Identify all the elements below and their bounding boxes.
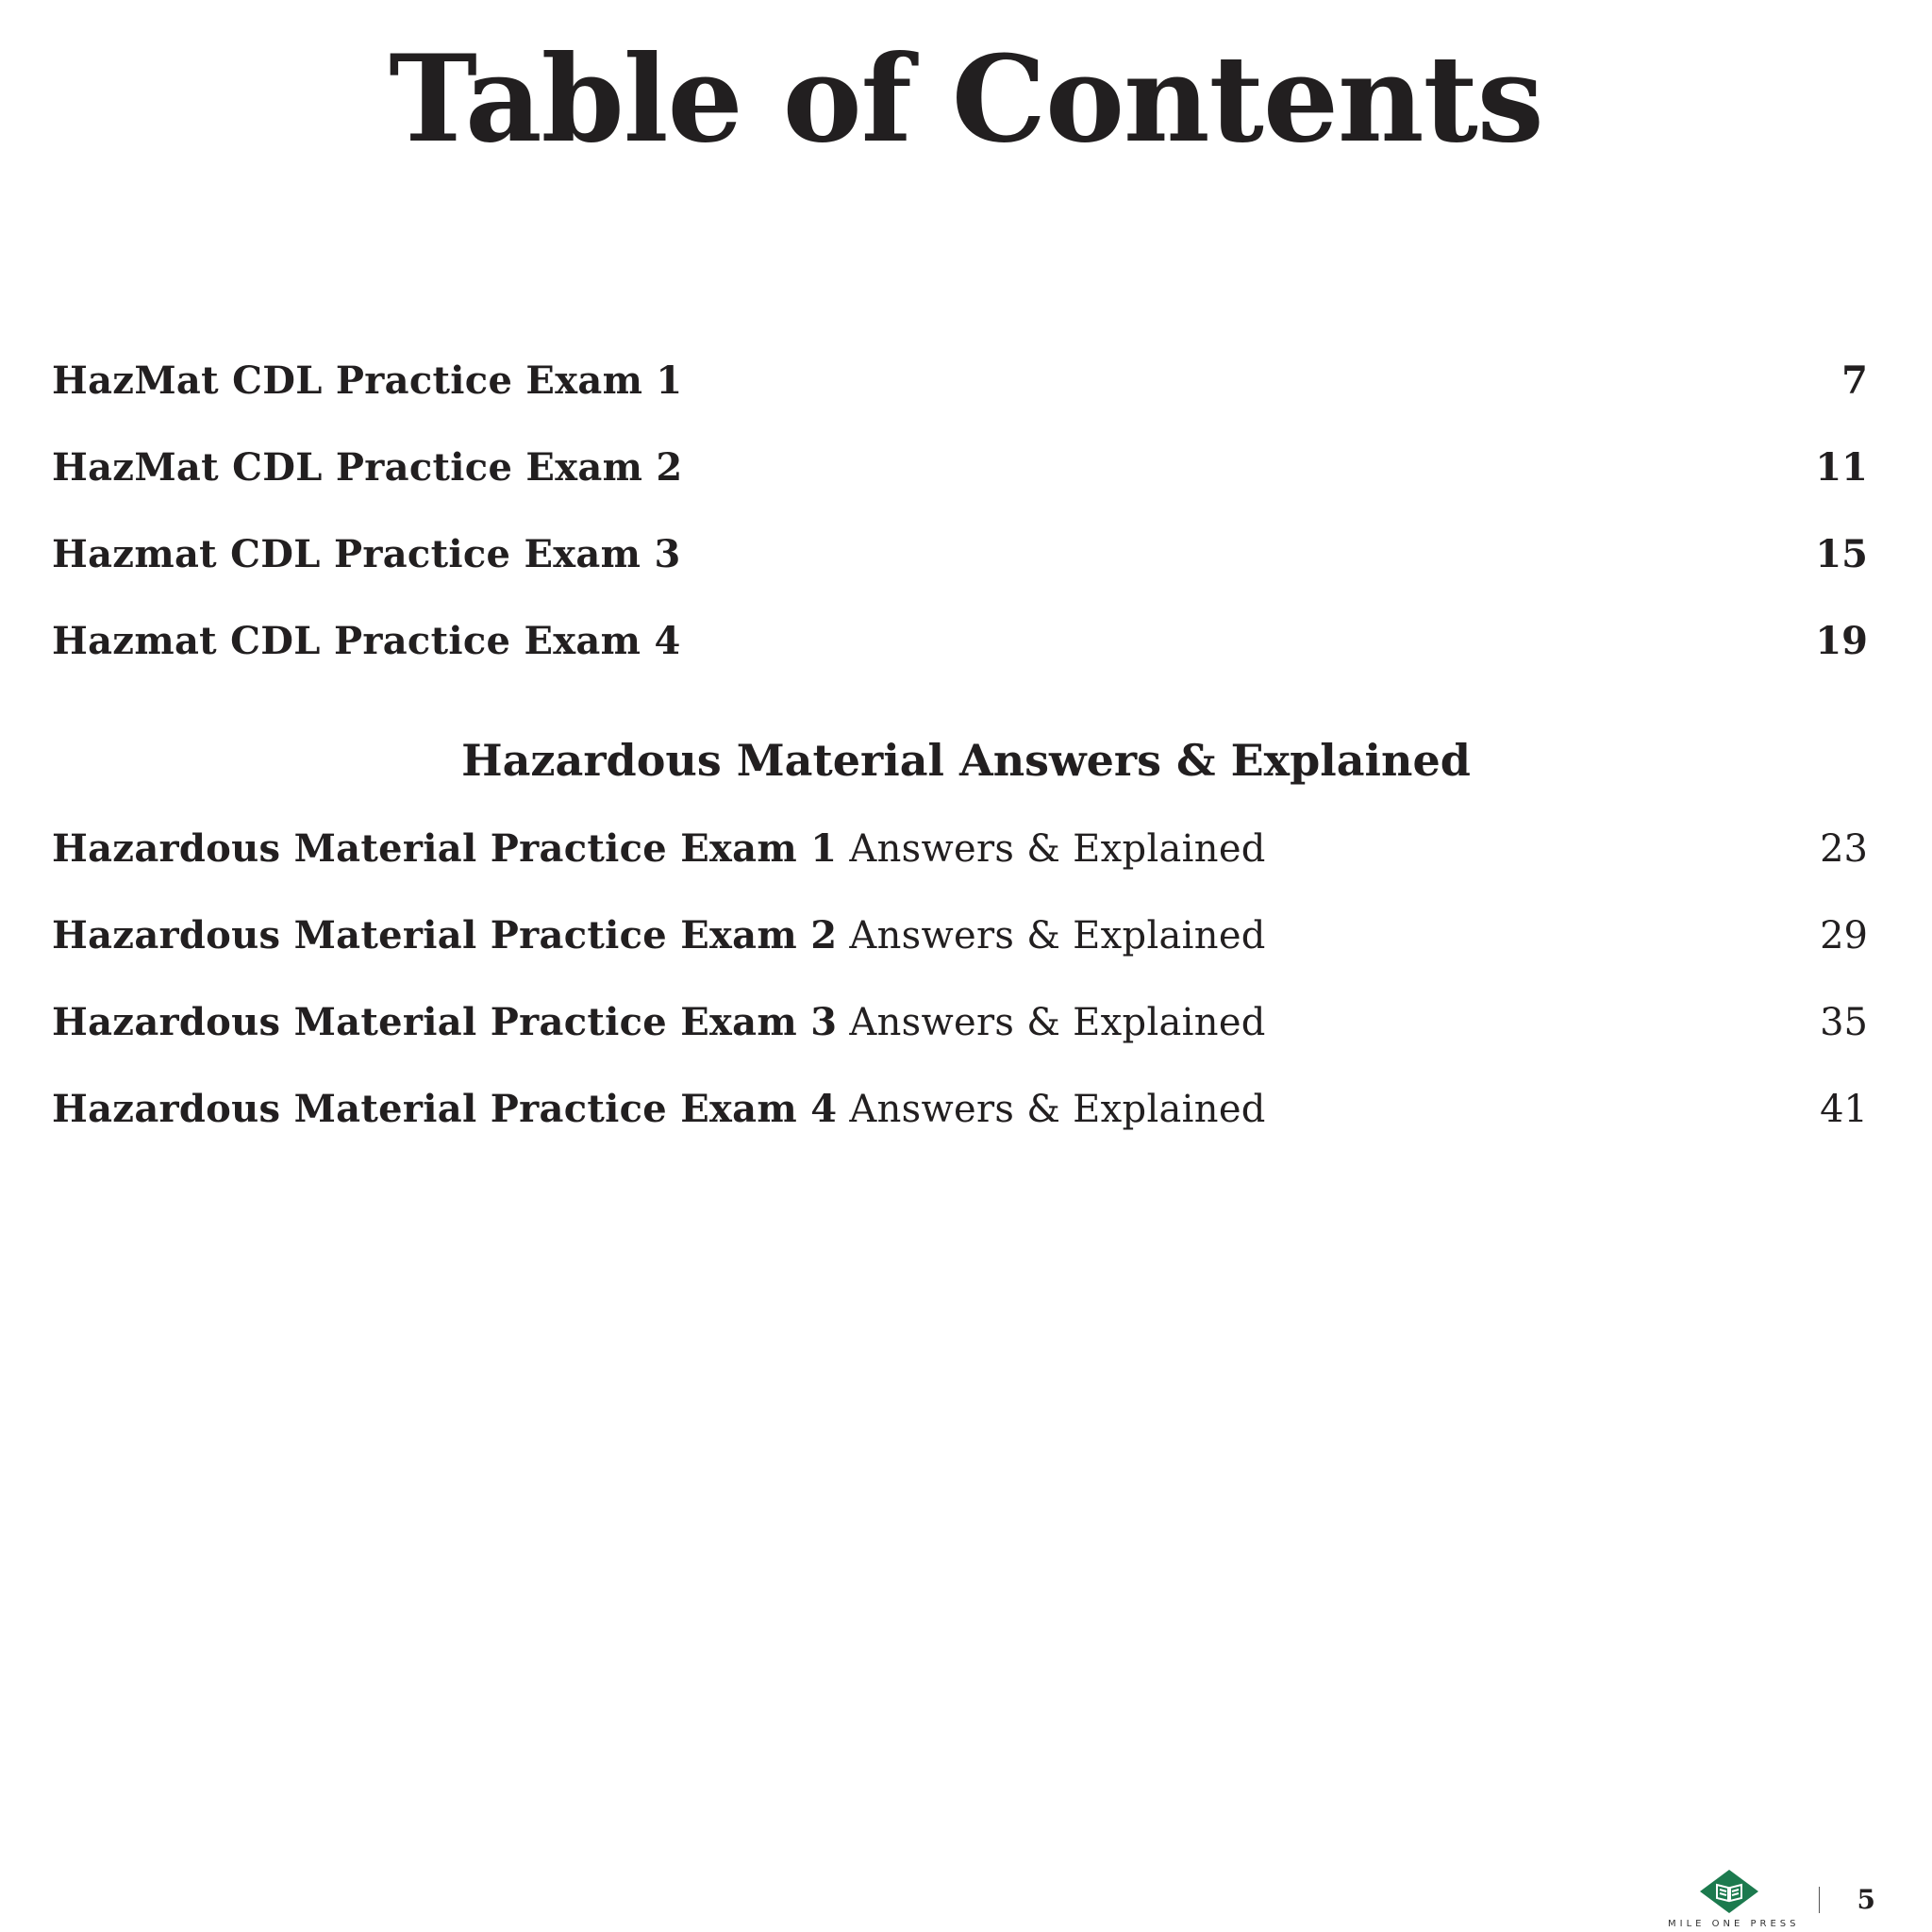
toc-entry-exam-1[interactable] (52, 355, 1868, 441)
toc-entry-title-light: Answers & Explained (837, 1001, 1266, 1044)
toc-exams-list (52, 355, 1868, 702)
toc-entry-title: HazMat CDL Practice Exam 1 (52, 358, 683, 403)
toc-entry-answers-2[interactable] (52, 909, 1868, 996)
toc-entry-answers-3[interactable] (52, 996, 1868, 1083)
toc-entry-page: 7 (1841, 358, 1868, 403)
toc-entry-answers-4[interactable] (52, 1083, 1868, 1170)
toc-entry-page: 41 (1820, 1088, 1868, 1131)
footer-page-number: 5 (1857, 1884, 1875, 1915)
page-title: Table of Contents (389, 29, 1543, 169)
toc-entry-title-light: Answers & Explained (837, 914, 1266, 958)
toc-entry-title (52, 996, 1266, 1049)
toc-entry-exam-4[interactable] (52, 615, 1868, 702)
toc-entry-exam-2[interactable] (52, 441, 1868, 528)
book-diamond-icon (1698, 1868, 1760, 1915)
toc-entry-title: Hazmat CDL Practice Exam 4 (52, 619, 681, 663)
toc-entry-page: 19 (1815, 619, 1868, 663)
toc-entry-page: 23 (1820, 827, 1868, 871)
toc-entry-title-light: Answers & Explained (837, 827, 1266, 871)
toc-entry-page: 35 (1820, 1001, 1868, 1044)
toc-entry-exam-3[interactable] (52, 528, 1868, 615)
toc-entry-title-bold: Hazardous Material Practice Exam 4 (52, 1087, 838, 1131)
toc-entry-title-bold: Hazardous Material Practice Exam 3 (52, 1000, 838, 1044)
footer-divider (1819, 1887, 1820, 1913)
section-heading-answers: Hazardous Material Answers & Explained (461, 735, 1471, 786)
toc-entry-title: HazMat CDL Practice Exam 2 (52, 445, 683, 490)
toc-entry-page: 11 (1815, 445, 1868, 490)
toc-entry-title (52, 909, 1266, 962)
toc-entry-answers-1[interactable] (52, 823, 1868, 909)
toc-entry-title-bold: Hazardous Material Practice Exam 2 (52, 913, 838, 958)
toc-entry-title: Hazmat CDL Practice Exam 3 (52, 532, 681, 576)
toc-entry-title (52, 1083, 1266, 1136)
publisher-name: MILE ONE PRESS (1668, 1919, 1800, 1929)
toc-entry-title-light: Answers & Explained (837, 1088, 1266, 1131)
toc-entry-page: 15 (1815, 532, 1868, 576)
toc-answers-list (52, 823, 1868, 1170)
toc-entry-title (52, 823, 1266, 875)
toc-entry-page: 29 (1820, 914, 1868, 958)
toc-entry-title-bold: Hazardous Material Practice Exam 1 (52, 826, 838, 871)
